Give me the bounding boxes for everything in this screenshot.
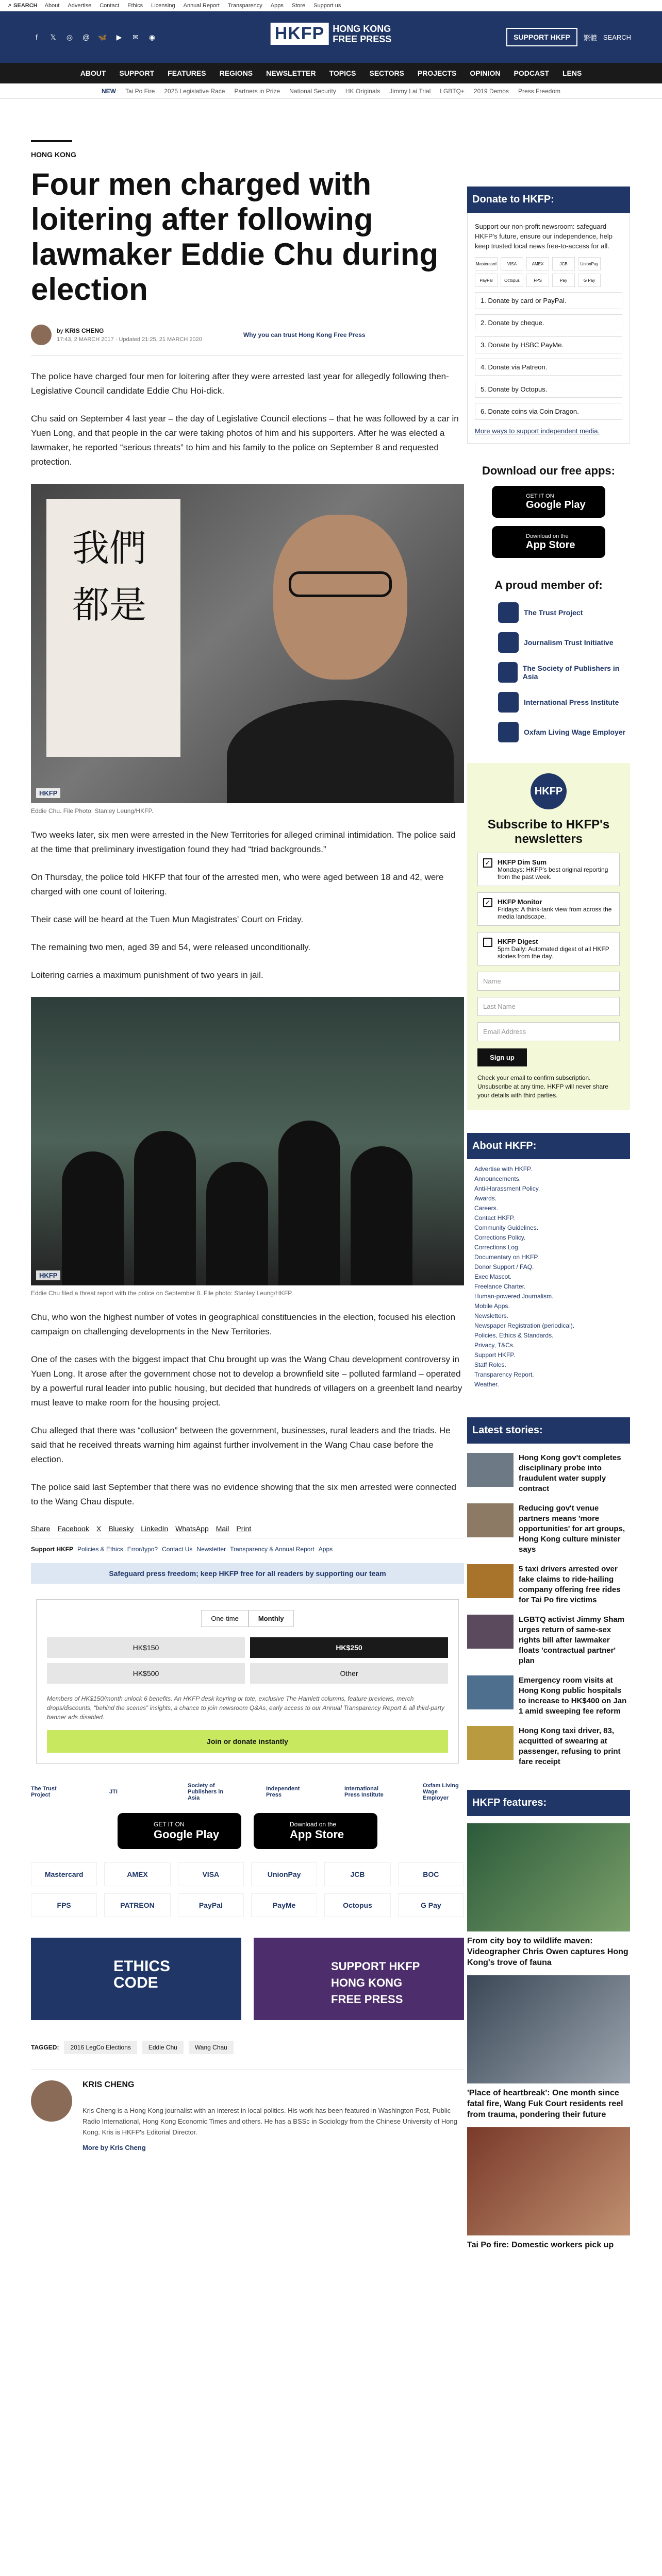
member-logo[interactable]: Independent Press: [266, 1786, 300, 1798]
payment-logo: PayPal: [178, 1893, 244, 1917]
language-link[interactable]: 繁體: [583, 33, 597, 42]
placard-characters: 我們都是: [72, 527, 147, 626]
latest-story[interactable]: LGBTQ activist Jimmy Sham urges return of same-sex rights bill after lawmaker floats 'contractual partner' plan: [467, 1615, 630, 1666]
nav-features[interactable]: FEATURES: [168, 69, 206, 77]
share-x[interactable]: X: [96, 1524, 102, 1533]
nav-regions[interactable]: REGIONS: [219, 69, 253, 77]
trending-bar: [0, 83, 662, 99]
latest-story[interactable]: Reducing gov't venue partners means 'more opportunities' for art groups, Hong Kong culture minister says: [467, 1503, 630, 1555]
payment-logo: Octopus: [324, 1893, 390, 1917]
oxfam-icon: [498, 722, 519, 742]
paragraph: One of the cases with the biggest impact that Chu brought up was the Wang Chau development controversy in Yuen Long. It arose after the government chose not to develop a brownfield site – polluted farmland – operated by a powerful rural leader into public housing, but decided that hundreds of villagers on a greenbelt land nearby must leave to make room for the housing project.: [31, 1354, 462, 1408]
header-search[interactable]: SEARCH: [603, 33, 631, 41]
photo-watermark: HKFP: [36, 788, 60, 798]
nav-sectors[interactable]: SECTORS: [369, 69, 404, 77]
paragraph: Chu said on September 4 last year – the day of Legislative Council elections – that he was followed by a car in Yuen Long, and that people in the car were taking photos of him and his supporters. After he was elected a lawmaker, he reported “serious threats” to him and his family to the police on September 8 and requested protection.: [31, 414, 459, 467]
trending-item[interactable]: HK Originals: [345, 87, 380, 95]
author-link[interactable]: KRIS CHENG: [65, 327, 104, 334]
trending-item[interactable]: Partners in Prize: [234, 87, 280, 95]
tag-link[interactable]: 2016 LegCo Elections: [64, 2041, 137, 2054]
story-thumbnail: [467, 1675, 514, 1709]
ethics-promo[interactable]: ETHICS CODE: [31, 1938, 241, 2020]
instagram-icon[interactable]: ◎: [66, 32, 73, 41]
youtube-icon[interactable]: ▶: [116, 32, 122, 41]
paragraph: Chu, who won the highest number of votes in geographical constituencies in the election, focused his election campaign on challenging developments in the New Territories.: [31, 1312, 456, 1336]
newsletter-option[interactable]: ✓ HKFP Monitor Fridays: A think-tank view from across the media landscape.: [477, 892, 620, 926]
payment-logo: G Pay: [398, 1893, 464, 1917]
nav-opinion[interactable]: OPINION: [470, 69, 501, 77]
share-bar: [31, 1524, 464, 1538]
member-link[interactable]: The Society of Publishers in Asia: [498, 662, 630, 683]
tags: TAGGED: 2016 LegCo Elections Eddie Chu Wang Chau: [31, 2041, 464, 2054]
member-logo[interactable]: The Trust Project: [31, 1786, 57, 1798]
donation-widget: [36, 1599, 459, 1764]
amount-option-other[interactable]: Other: [250, 1663, 448, 1684]
police-report-photo: [31, 997, 464, 1285]
share-facebook[interactable]: Facebook: [57, 1524, 89, 1533]
byline: by KRIS CHENG 17:43, 2 MARCH 2017 · Updated 21:25, 21 MARCH 2020 Why you can trust Hong Kong Free Press: [31, 325, 464, 356]
share-whatsapp[interactable]: WhatsApp: [175, 1524, 209, 1533]
facebook-icon[interactable]: f: [36, 33, 38, 41]
eddie-chu-photo: [31, 484, 464, 803]
newsletter-option[interactable]: ✓ HKFP Dim Sum Mondays: HKFP's best original reporting from the past week.: [477, 853, 620, 886]
donate-intro: Support our non-profit newsroom: safeguard HKFP's future, ensure our independence, help keep trusted local news free-to-access for all.: [475, 223, 613, 250]
proud-members: [467, 602, 630, 742]
latest-heading: Latest stories:: [467, 1417, 630, 1444]
top-link-about[interactable]: About: [44, 2, 60, 9]
trending-item[interactable]: Tai Po Fire: [125, 87, 155, 95]
payment-logo: VISA: [178, 1862, 244, 1886]
paragraph: Loitering carries a maximum punishment of two years in jail.: [31, 970, 263, 980]
paragraph: The remaining two men, aged 39 and 54, were released unconditionally.: [31, 942, 311, 952]
proud-heading: A proud member of:: [494, 579, 603, 591]
sidebar: [467, 99, 630, 2250]
trending-label: NEW: [102, 87, 116, 95]
share-linkedin[interactable]: LinkedIn: [141, 1524, 169, 1533]
donate-box: [467, 213, 630, 444]
payment-logo: AMEX: [104, 1862, 170, 1886]
promo-banners: [31, 1938, 464, 2020]
checkbox[interactable]: [483, 938, 492, 947]
top-bar: [0, 0, 662, 11]
donation-note: Members of HK$150/month unlock 6 benefits. An HKFP desk keyring or tote, exclusive The Hamlett columns, feature previews, merch drops/discounts, “behind the scenes” insights, a chance to join newsroom Q&As, early access to our Annual Transparency Report & all third-party banner ads disabled.: [47, 1695, 445, 1721]
newsletter-note: Check your email to confirm subscription. Unsubscribe at any time. HKFP will never share your details with third parties.: [477, 1074, 608, 1099]
author-avatar: [31, 325, 52, 345]
paragraph: Chu alleged that there was “collusion” between the government, businesses, rural leaders and the triads. He said that he received threats warning him against further involvement in the Wang Chau case before the election.: [31, 1426, 451, 1464]
latest-story[interactable]: Emergency room visits at Hong Kong public hospitals to increase to HK$400 on Jan 1 amid sweeping fee reform: [467, 1675, 630, 1717]
sidebar-payment-logos: Mastercard VISA AMEX JCB UnionPay PayPal Octopus FPS Pay G Pay: [475, 257, 622, 287]
first-name-field[interactable]: Name: [477, 972, 620, 991]
payment-methods: [31, 1862, 464, 1917]
nav-support[interactable]: SUPPORT: [119, 69, 155, 77]
member-logo[interactable]: Oxfam Living Wage Employer: [423, 1783, 459, 1801]
story-thumbnail: [467, 1564, 514, 1598]
trust-project-icon: [498, 602, 519, 623]
features-heading: HKFP features:: [467, 1790, 630, 1816]
article-date: 17:43, 2 MARCH 2017 · Updated 21:25, 21 MARCH 2020: [57, 336, 202, 343]
member-logo[interactable]: Society of Publishers in Asia: [188, 1783, 224, 1801]
latest-story[interactable]: Hong Kong gov't completes disciplinary probe into fraudulent water supply contract: [467, 1453, 630, 1494]
paragraph: Their case will be heard at the Tuen Mun Magistrates’ Court on Friday.: [31, 914, 304, 924]
latest-story[interactable]: Hong Kong taxi driver, 83, acquitted of swearing at passenger, refusing to print fare receipt: [467, 1726, 630, 1767]
feature-story[interactable]: Tai Po fire: Domestic workers pick up: [467, 2127, 630, 2250]
x-icon[interactable]: 𝕏: [50, 32, 56, 41]
google-play-badge[interactable]: GET IT ON Google Play: [492, 486, 605, 518]
paragraph: The police have charged four men for loitering after they were arrested last year for allegedly following then-Legislative Council candidate Eddie Chu Hoi-dick.: [31, 371, 449, 396]
sopa-icon: [498, 662, 518, 683]
donate-option[interactable]: 1. Donate by card or PayPal.: [475, 292, 622, 309]
story-thumbnail: [467, 1615, 514, 1649]
top-link-apps[interactable]: Apps: [270, 2, 284, 9]
donate-option[interactable]: 2. Donate by cheque.: [475, 314, 622, 331]
join-donate-button[interactable]: Join or donate instantly: [47, 1730, 448, 1753]
newsletter-option[interactable]: HKFP Digest 5pm Daily: Automated digest of all HKFP stories from the day.: [477, 932, 620, 965]
author-bio: Kris Cheng is a Hong Kong journalist with an interest in local politics. His work has been featured in Washington Post, Public Radio International, Hong Kong Economic Times and others. He has a BSSc in Sociology from the Chinese University of Hong Kong. Kris is HKFP's Editorial Director.: [82, 2107, 457, 2136]
photo-caption: Eddie Chu filed a threat report with the police on September 8. File photo: Stanley Leung/HKFP.: [31, 1290, 293, 1297]
amount-option[interactable]: HK$150: [47, 1637, 245, 1658]
paragraph: On Thursday, the police told HKFP that four of the arrested men, who were aged between 18 and 42, were charged with one count of loitering.: [31, 872, 444, 896]
tag-link[interactable]: Wang Chau: [189, 2041, 234, 2054]
top-link-contact[interactable]: Contact: [100, 2, 120, 9]
member-logos: [31, 1784, 464, 1800]
donate-option[interactable]: 6. Donate coins via Coin Dragon.: [475, 403, 622, 420]
nav-about[interactable]: ABOUT: [80, 69, 106, 77]
author-name[interactable]: KRIS CHENG: [82, 2080, 135, 2089]
payment-logo: FPS: [31, 1893, 97, 1917]
feature-image: [467, 2127, 630, 2235]
payment-logo: BOC: [398, 1862, 464, 1886]
about-heading: About HKFP:: [467, 1133, 630, 1159]
about-list: Advertise with HKFP. Announcements. Anti-Harassment Policy. Awards. Careers. Contact HKFP. Community Guidelines. Corrections Policy. Corrections Log. Documentary on HKFP. Donor Support / FAQ. Exec Mascot. Freelance Charter. Human-powered Journalism. Mobile Apps. Newsletters. Newspaper Registration (periodical). Policies, Ethics & Standards. Privacy, T&Cs. Support HKFP. Staff Roles. Transparency Report. Weather.: [474, 1165, 575, 1388]
tab-monthly[interactable]: Monthly: [249, 1610, 294, 1627]
title-rule: [31, 140, 72, 142]
story-thumbnail: [467, 1453, 514, 1487]
top-link-ethics[interactable]: Ethics: [127, 2, 143, 9]
payment-logo: PayMe: [251, 1893, 317, 1917]
checkbox-checked[interactable]: ✓: [483, 858, 492, 868]
author-avatar: [31, 2080, 72, 2122]
trending-item[interactable]: LGBTQ+: [440, 87, 465, 95]
feature-story[interactable]: From city boy to wildlife maven: Videographer Chris Owen captures Hong Kong's trove of fauna: [467, 1823, 630, 1968]
newsletter-box: [467, 763, 630, 1110]
nav-lens[interactable]: LENS: [562, 69, 582, 77]
tab-one-time[interactable]: One-time: [201, 1610, 248, 1627]
feature-image: [467, 1975, 630, 2083]
ipi-icon: [498, 692, 519, 713]
support-links: Support HKFP Policies & Ethics Error/typo? Contact Us Newsletter Transparency & Annual Report Apps: [31, 1546, 333, 1553]
top-search[interactable]: ⌕ SEARCH: [8, 2, 38, 9]
hkfp-badge: HKFP: [531, 773, 567, 809]
member-link[interactable]: Journalism Trust Initiative: [498, 632, 630, 653]
payment-logo: Mastercard: [31, 1862, 97, 1886]
donate-option[interactable]: 4. Donate via Patreon.: [475, 359, 622, 376]
share-bluesky[interactable]: Bluesky: [108, 1524, 134, 1533]
signup-button[interactable]: Sign up: [477, 1048, 527, 1066]
jti-icon: [498, 632, 519, 653]
support-banner[interactable]: Safeguard press freedom; keep HKFP free for all readers by supporting our team: [31, 1563, 464, 1584]
trending-item[interactable]: Jimmy Lai Trial: [389, 87, 431, 95]
app-store-badge[interactable]: Download on the App Store: [492, 526, 605, 558]
top-link-licensing[interactable]: Licensing: [151, 2, 175, 9]
nav-newsletter[interactable]: NEWSLETTER: [266, 69, 316, 77]
top-link-store[interactable]: Store: [291, 2, 306, 9]
payment-logo: UnionPay: [251, 1862, 317, 1886]
donate-option[interactable]: 3. Donate by HSBC PayMe.: [475, 336, 622, 353]
donate-option[interactable]: 5. Donate by Octopus.: [475, 381, 622, 398]
member-link[interactable]: Oxfam Living Wage Employer: [498, 722, 630, 742]
email-field[interactable]: Email Address: [477, 1022, 620, 1041]
paragraph: The police said last September that there was no evidence showing that the six men arrested were connected to the Wang Chau dispute.: [31, 1482, 456, 1506]
share-link[interactable]: Share: [31, 1524, 51, 1533]
latest-story[interactable]: 5 taxi drivers arrested over fake claims to ride-hailing company offering free rides for Tai Po fire victims: [467, 1564, 630, 1605]
checkbox-checked[interactable]: ✓: [483, 898, 492, 907]
apps-heading: Download our free apps:: [482, 464, 615, 477]
nav-podcast[interactable]: PODCAST: [514, 69, 549, 77]
bluesky-icon[interactable]: 🦋: [98, 32, 107, 41]
more-ways-link[interactable]: More ways to support independent media.: [475, 427, 600, 435]
main-nav: [0, 63, 662, 83]
article-main: [31, 99, 464, 2151]
share-mail[interactable]: Mail: [216, 1524, 229, 1533]
site-header: [0, 11, 662, 63]
trending-item[interactable]: 2025 Legislative Race: [164, 87, 225, 95]
google-play-badge[interactable]: GET IT ON Google Play: [118, 1813, 241, 1849]
member-logo[interactable]: JTI: [109, 1789, 118, 1795]
site-logo[interactable]: HKFP HONG KONG FREE PRESS: [271, 23, 392, 45]
author-box: [31, 2070, 464, 2151]
top-link-support[interactable]: Support us: [313, 2, 341, 9]
article-title: Four men charged with loitering after following lawmaker Eddie Chu during election: [31, 167, 439, 307]
story-thumbnail: [467, 1726, 514, 1760]
app-store-badge[interactable]: Download on the App Store: [254, 1813, 377, 1849]
photo-caption: Eddie Chu. File Photo: Stanley Leung/HKFP.: [31, 807, 154, 815]
support-promo[interactable]: SUPPORT HKFP HONG KONG FREE PRESS: [254, 1938, 464, 2020]
feature-story[interactable]: 'Place of heartbreak': One month since fatal fire, Wang Fuk Court residents reel from trauma, pondering their future: [467, 1975, 630, 2120]
app-store-badges: [31, 1813, 464, 1849]
newsletter-heading: Subscribe to HKFP's newsletters: [487, 818, 610, 846]
photo-watermark: HKFP: [36, 1270, 60, 1280]
amount-option[interactable]: HK$500: [47, 1663, 245, 1684]
trending-item[interactable]: Press Freedom: [518, 87, 560, 95]
amount-option-selected[interactable]: HK$250: [250, 1637, 448, 1658]
tag-link[interactable]: Eddie Chu: [142, 2041, 184, 2054]
member-link[interactable]: The Trust Project: [498, 602, 630, 623]
top-link-annual-report[interactable]: Annual Report: [183, 2, 220, 9]
donate-heading: Donate to HKFP:: [467, 187, 630, 213]
story-thumbnail: [467, 1503, 514, 1537]
payment-logo: PATREON: [104, 1893, 170, 1917]
nav-topics[interactable]: TOPICS: [329, 69, 356, 77]
payment-logo: JCB: [324, 1862, 390, 1886]
rss-icon[interactable]: ◉: [148, 32, 156, 41]
trending-item[interactable]: National Security: [289, 87, 336, 95]
last-name-field[interactable]: Last Name: [477, 997, 620, 1016]
member-logo[interactable]: International Press Institute: [344, 1786, 384, 1798]
mail-icon[interactable]: ✉: [133, 32, 139, 41]
trending-item[interactable]: 2019 Demos: [473, 87, 509, 95]
social-links: [31, 31, 158, 43]
top-link-advertise[interactable]: Advertise: [68, 2, 92, 9]
top-link-transparency[interactable]: Transparency: [227, 2, 262, 9]
search-icon: ⌕: [8, 2, 12, 8]
support-hkfp-button[interactable]: SUPPORT HKFP: [506, 28, 577, 46]
threads-icon[interactable]: @: [82, 33, 90, 41]
author-more-link[interactable]: More by Kris Cheng: [82, 2144, 146, 2151]
paragraph: Two weeks later, six men were arrested in the New Territories for alleged criminal intimidation. The police said at the time that preliminary investigation found they had “triad backgrounds.”: [31, 830, 456, 854]
member-link[interactable]: International Press Institute: [498, 692, 630, 713]
trust-link[interactable]: Why you can trust Hong Kong Free Press: [243, 331, 366, 338]
nav-projects[interactable]: PROJECTS: [417, 69, 457, 77]
article-category[interactable]: HONG KONG: [31, 150, 76, 159]
share-print[interactable]: Print: [236, 1524, 252, 1533]
feature-image: [467, 1823, 630, 1931]
